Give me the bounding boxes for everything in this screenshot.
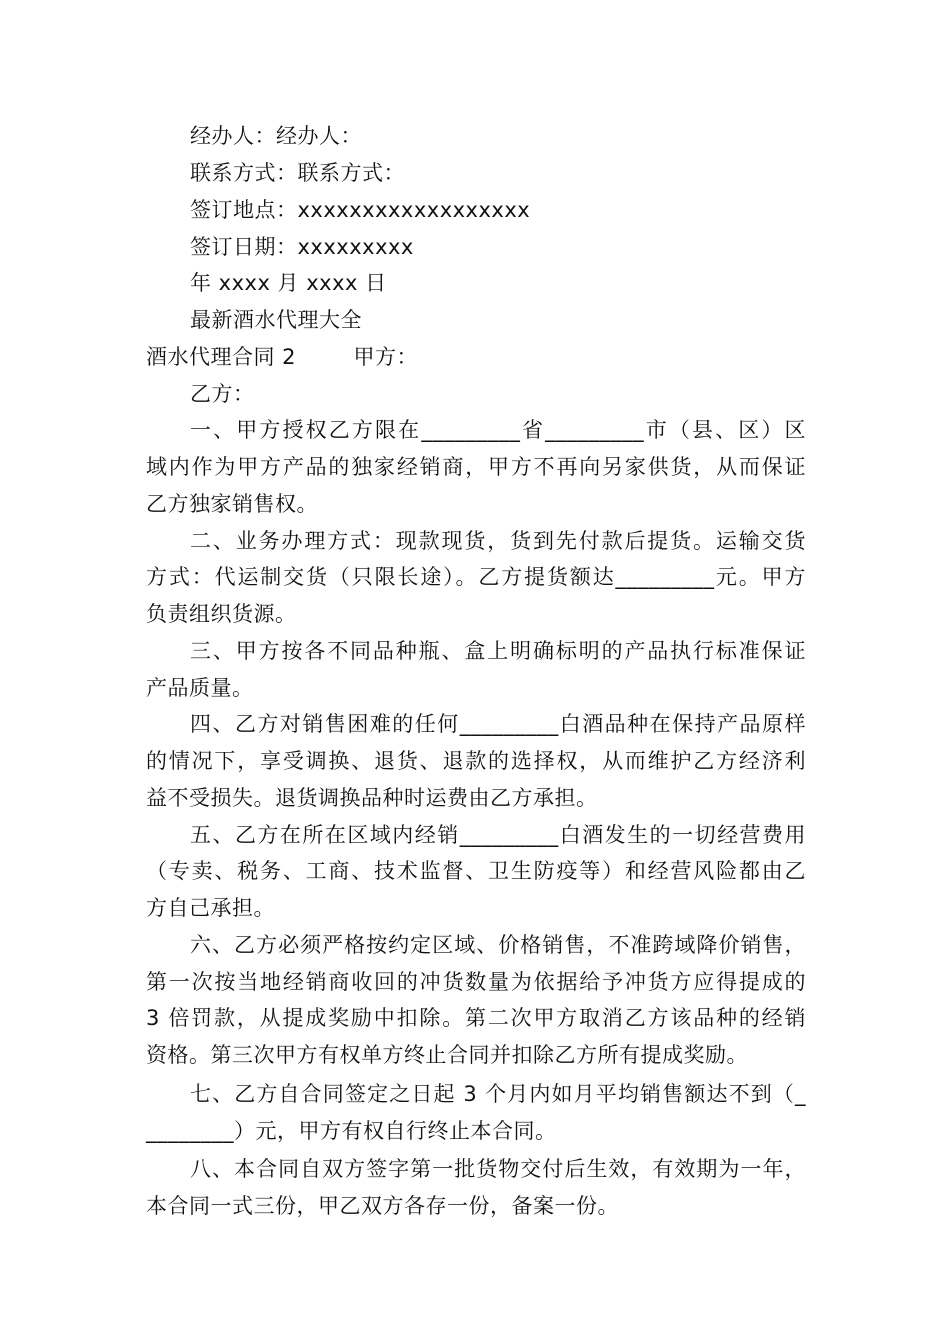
signing-place-line: 签订地点：xxxxxxxxxxxxxxxxxx xyxy=(190,198,531,222)
clause-2-line-2: 方式：代运制交货（只限长途）。乙方提货额达_________元。甲方 xyxy=(146,565,806,589)
clause-4-line-3: 益不受损失。退货调换品种时运费由乙方承担。 xyxy=(146,786,598,810)
clause-1-line-3: 乙方独家销售权。 xyxy=(146,492,318,516)
clause-7-line-1: 七、乙方自合同签定之日起 3 个月内如月平均销售额达不到（_ xyxy=(190,1082,806,1106)
clause-5-line-2: （专卖、税务、工商、技术监督、卫生防疫等）和经营风险都由乙 xyxy=(146,859,806,883)
clause-6-line-3: 3 倍罚款，从提成奖励中扣除。第二次甲方取消乙方该品种的经销 xyxy=(146,1006,806,1030)
clause-3-line-2: 产品质量。 xyxy=(146,676,254,700)
clause-5-line-1: 五、乙方在所在区域内经销_________白酒发生的一切经营费用 xyxy=(190,823,806,847)
clause-4-line-1: 四、乙方对销售困难的任何_________白酒品种在保持产品原样 xyxy=(190,712,806,736)
agent-line: 经办人：经办人： xyxy=(190,124,362,148)
signing-date-line: 签订日期：xxxxxxxxx xyxy=(190,235,414,259)
clause-6-line-1: 六、乙方必须严格按约定区域、价格销售，不准跨域降价销售， xyxy=(190,933,806,957)
clause-3-line-1: 三、甲方按各不同品种瓶、盒上明确标明的产品执行标准保证 xyxy=(190,639,806,663)
collection-title: 最新酒水代理大全 xyxy=(190,308,362,332)
clause-2-line-3: 负责组织货源。 xyxy=(146,602,297,626)
party-b-line: 乙方： xyxy=(190,382,255,406)
clause-8-line-1: 八、本合同自双方签字第一批货物交付后生效，有效期为一年， xyxy=(190,1157,806,1181)
clause-2-line-1: 二、业务办理方式：现款现货，货到先付款后提货。运输交货 xyxy=(190,529,806,553)
contact-line: 联系方式：联系方式： xyxy=(190,161,405,185)
contract-title: 酒水代理合同 2 甲方： xyxy=(146,345,418,369)
clause-1-line-2: 域内作为甲方产品的独家经销商，甲方不再向另家供货，从而保证 xyxy=(146,455,806,479)
clause-4-line-2: 的情况下，享受调换、退货、退款的选择权，从而维护乙方经济利 xyxy=(146,749,806,773)
clause-1-line-1: 一、甲方授权乙方限在_________省_________市（县、区）区 xyxy=(190,418,806,442)
clause-6-line-4: 资格。第三次甲方有权单方终止合同并扣除乙方所有提成奖励。 xyxy=(146,1043,748,1067)
clause-5-line-3: 方自己承担。 xyxy=(146,896,275,920)
year-month-day-line: 年 xxxx 月 xxxx 日 xyxy=(190,271,387,295)
clause-6-line-2: 第一次按当地经销商收回的冲货数量为依据给予冲货方应得提成的 xyxy=(146,970,806,994)
clause-8-line-2: 本合同一式三份，甲乙双方各存一份，备案一份。 xyxy=(146,1194,619,1218)
clause-7-line-2: ________）元，甲方有权自行终止本合同。 xyxy=(146,1119,557,1143)
